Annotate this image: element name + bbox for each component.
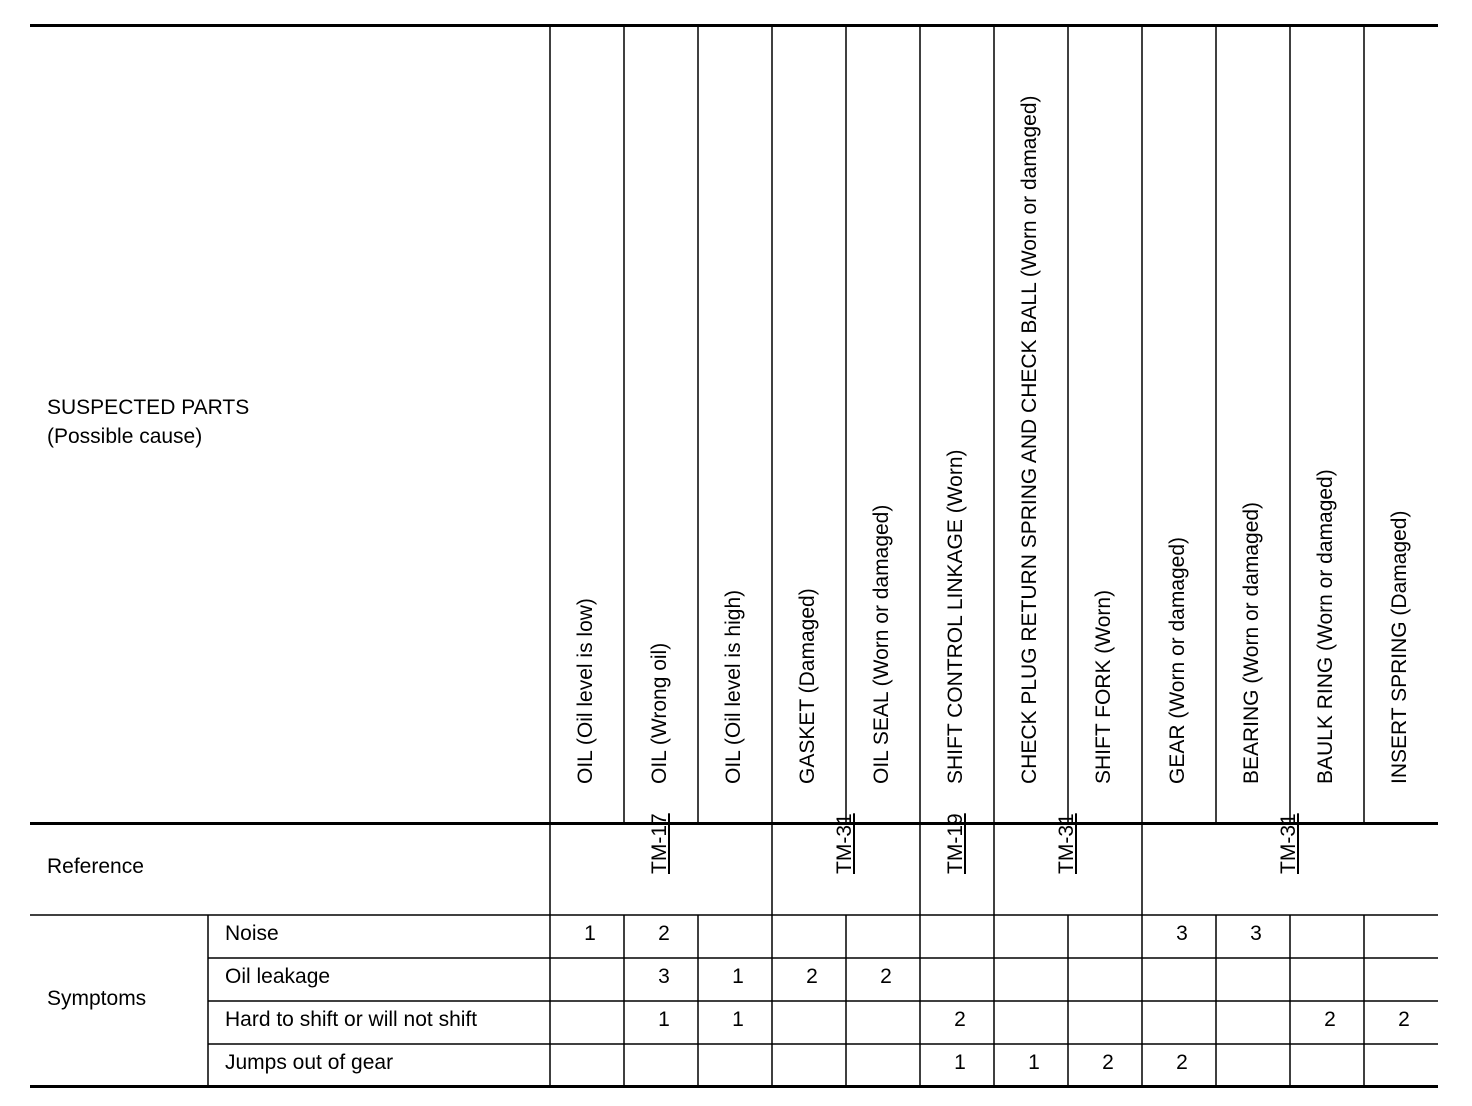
symptom-name: Hard to shift or will not shift bbox=[225, 1008, 478, 1031]
symptom-cell: 2 bbox=[880, 965, 892, 988]
symptom-cell: 1 bbox=[732, 1008, 744, 1031]
symptom-cell: 3 bbox=[658, 965, 670, 988]
symptom-cell: 2 bbox=[1324, 1008, 1336, 1031]
symptom-cell: 2 bbox=[954, 1008, 966, 1031]
suspected-parts-heading: SUSPECTED PARTS bbox=[47, 396, 250, 419]
symptom-cell: 1 bbox=[658, 1008, 670, 1031]
symptom-name: Jumps out of gear bbox=[225, 1051, 394, 1074]
reference-label: Reference bbox=[47, 855, 144, 878]
symptom-cell: 1 bbox=[584, 922, 596, 945]
symptom-cell: 2 bbox=[806, 965, 818, 988]
symptom-cell: 1 bbox=[954, 1051, 966, 1074]
symptom-name: Noise bbox=[225, 922, 279, 945]
symptoms-label: Symptoms bbox=[47, 987, 147, 1010]
symptom-cell: 1 bbox=[1028, 1051, 1040, 1074]
suspected-parts-subheading: (Possible cause) bbox=[47, 425, 203, 448]
symptom-cell: 2 bbox=[1176, 1051, 1188, 1074]
symptom-cell: 2 bbox=[1398, 1008, 1410, 1031]
symptom-cell: 2 bbox=[658, 922, 670, 945]
symptom-cell: 1 bbox=[732, 965, 744, 988]
symptom-cell: 3 bbox=[1250, 922, 1262, 945]
symptom-name: Oil leakage bbox=[225, 965, 331, 988]
symptom-cell: 3 bbox=[1176, 922, 1188, 945]
symptom-cell: 2 bbox=[1102, 1051, 1114, 1074]
